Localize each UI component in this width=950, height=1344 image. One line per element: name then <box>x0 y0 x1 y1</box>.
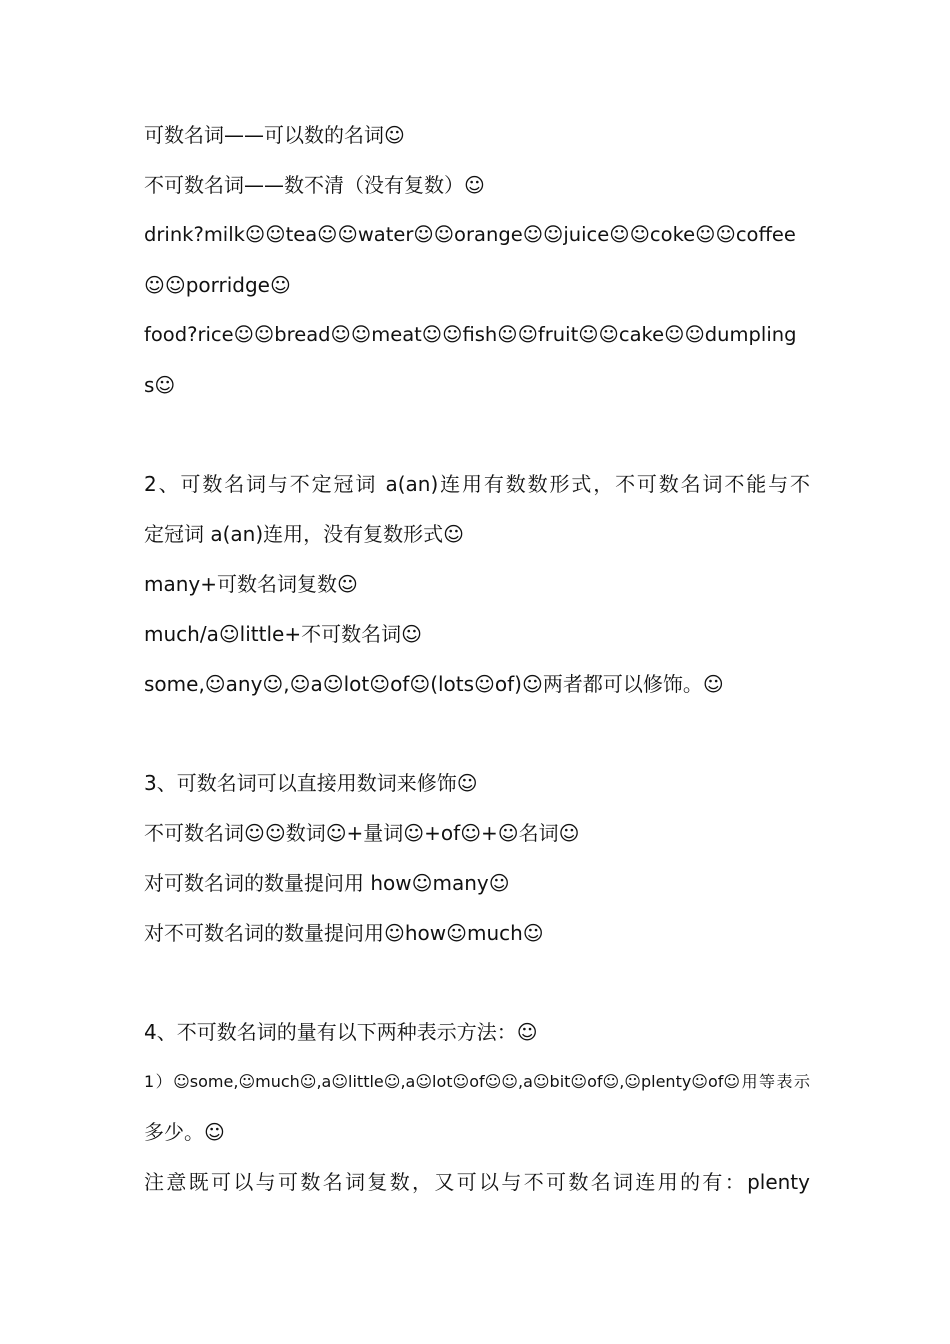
text-line-section-4: 4、不可数名词的量有以下两种表示方法：☺ <box>144 1020 538 1044</box>
text-line-section-4-item-1: 1）☺some,☺much☺,a☺little☺,a☺lot☺of☺☺,a☺bit☺of☺,☺plenty☺of☺用等表示 <box>144 1072 810 1091</box>
text-line-some-any: some,☺any☺,☺a☺lot☺of☺(lots☺of)☺两者都可以修饰。☺ <box>144 672 724 696</box>
text-line-countable-definition: 可数名词——可以数的名词☺ <box>144 123 405 147</box>
text-line-note: 注意既可以与可数名词复数，又可以与不可数名词连用的有：plenty <box>144 1170 810 1194</box>
text-line-uncountable-definition: 不可数名词——数不清（没有复数）☺ <box>144 173 485 197</box>
text-line-section-2-cont: 定冠词 a(an)连用，没有复数形式☺ <box>144 522 464 546</box>
text-line-drink-list-cont: ☺☺porridge☺ <box>144 273 291 297</box>
text-line-how-much: 对不可数名词的数量提问用☺how☺much☺ <box>144 921 544 945</box>
text-line-section-2: 2、可数名词与不定冠词 a(an)连用有数数形式，不可数名词不能与不 <box>144 472 810 496</box>
text-line-section-4-item-1-cont: 多少。☺ <box>144 1120 225 1144</box>
text-line-food-list: food?rice☺☺bread☺☺meat☺☺fish☺☺fruit☺☺cake☺☺dumpling <box>144 323 797 346</box>
text-line-food-list-cont: s☺ <box>144 373 176 397</box>
text-line-much: much/a☺little+不可数名词☺ <box>144 622 422 646</box>
text-line-how-many: 对可数名词的数量提问用 how☺many☺ <box>144 871 510 895</box>
text-line-drink-list: drink?milk☺☺tea☺☺water☺☺orange☺☺juice☺☺coke☺☺coffee <box>144 223 796 246</box>
text-line-section-3: 3、可数名词可以直接用数词来修饰☺ <box>144 771 478 795</box>
text-line-uncountable-pattern: 不可数名词☺☺数词☺+量词☺+of☺+☺名词☺ <box>144 821 580 845</box>
text-line-many: many+可数名词复数☺ <box>144 572 358 596</box>
